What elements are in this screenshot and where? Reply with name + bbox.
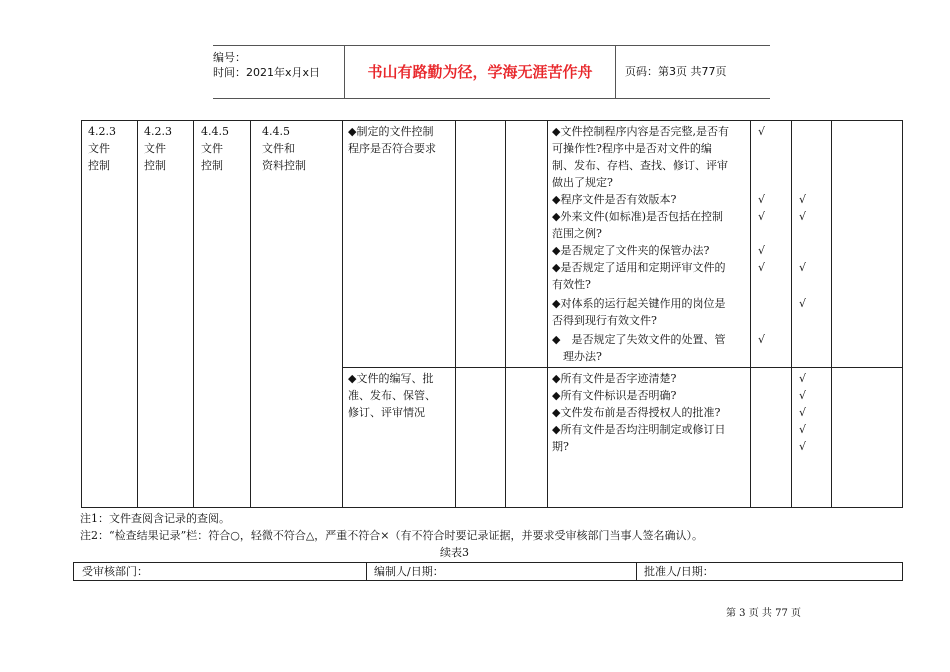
header-page-number: 页码：第3页 共77页 xyxy=(625,65,727,78)
grid-line xyxy=(342,121,343,507)
check-mark: √ xyxy=(799,389,807,402)
item-line: ◆外来文件(如标准)是否包括在控制 xyxy=(552,210,724,223)
topic-line: ◆制定的文件控制 xyxy=(348,125,434,138)
item-line: 理办法? xyxy=(552,350,602,363)
clause-name: 文件 xyxy=(201,142,223,155)
topic-line: 修订、评审情况 xyxy=(348,406,425,419)
grid-line xyxy=(455,121,456,507)
note-2: 注2：“检查结果记录”栏：符合○，轻微不符合△，严重不符合×（有不符合时要记录证据，并要求受审核部门当事人签名确认）。 xyxy=(80,529,704,542)
check-mark: √ xyxy=(799,193,807,206)
clause-code: 4.2.3 xyxy=(88,125,116,138)
grid-line xyxy=(193,121,194,507)
item-line: 有效性? xyxy=(552,278,591,291)
document-number-label: 编号： xyxy=(213,51,246,64)
row1-item-7 xyxy=(552,331,748,365)
header-motto: 书山有路勤为径，学海无涯苦作舟 xyxy=(344,46,616,98)
item-line: ◆是否规定了文件夹的保管办法? xyxy=(552,244,710,257)
row1-item-1 xyxy=(552,123,748,191)
clause-code: 4.2.3 xyxy=(144,125,172,138)
grid-line xyxy=(366,563,367,580)
clause-code: 4.4.5 xyxy=(201,125,229,138)
item-line: 制、发布、存档、查找、修订、评审 xyxy=(552,159,728,172)
grid-line xyxy=(505,121,506,507)
topic-line: ◆文件的编写、批 xyxy=(348,372,434,385)
audit-checklist-table xyxy=(81,120,903,508)
compiler-date-label: 编制人/日期： xyxy=(374,565,444,578)
page-header xyxy=(213,45,770,99)
clause-name: 资料控制 xyxy=(262,159,306,172)
clause-name: 控制 xyxy=(88,159,110,172)
check-mark: √ xyxy=(799,406,807,419)
topic-line: 程序是否符合要求 xyxy=(348,142,436,155)
check-mark: √ xyxy=(799,440,807,453)
row1-item-4 xyxy=(552,242,748,259)
continuation-label: 续表3 xyxy=(440,546,469,559)
item-line: ◆对体系的运行起关键作用的岗位是 xyxy=(552,297,726,310)
check-mark: √ xyxy=(758,261,766,274)
row1-item-5 xyxy=(552,259,748,293)
row1-topic xyxy=(348,123,453,157)
item-line: ◆ 是否规定了失效文件的处置、管 xyxy=(552,333,726,346)
check-mark: √ xyxy=(799,297,807,310)
item-line: ◆所有文件标识是否明确? xyxy=(552,389,677,402)
item-line: 期? xyxy=(552,440,569,453)
signature-table xyxy=(73,562,903,581)
item-line: 否得到现行有效文件? xyxy=(552,314,657,327)
row-separator xyxy=(342,367,902,368)
check-mark: √ xyxy=(758,210,766,223)
item-line: ◆所有文件是否均注明制定或修订日 xyxy=(552,423,726,436)
check-mark: √ xyxy=(758,244,766,257)
check-mark: √ xyxy=(758,193,766,206)
clause-col-2 xyxy=(144,123,192,174)
grid-line xyxy=(547,121,548,507)
clause-name: 控制 xyxy=(144,159,166,172)
check-mark: √ xyxy=(758,125,766,138)
item-line: ◆所有文件是否字迹清楚? xyxy=(552,372,677,385)
clause-name: 文件 xyxy=(144,142,166,155)
check-mark: √ xyxy=(799,261,807,274)
row2-item-1 xyxy=(552,370,748,387)
header-meta xyxy=(213,50,343,80)
clause-name: 文件 xyxy=(88,142,110,155)
topic-line: 准、发布、保管、 xyxy=(348,389,436,402)
grid-line xyxy=(636,563,637,580)
grid-line xyxy=(791,121,792,507)
item-line: ◆文件控制程序内容是否完整,是否有 xyxy=(552,125,729,138)
document-time-label: 时间：2021年x月x日 xyxy=(213,66,321,79)
clause-col-4 xyxy=(262,123,340,174)
item-line: 做出了规定? xyxy=(552,176,613,189)
clause-name: 文件和 xyxy=(262,142,295,155)
row2-item-4 xyxy=(552,421,748,455)
grid-line xyxy=(137,121,138,507)
check-mark: √ xyxy=(799,423,807,436)
audited-department-label: 受审核部门： xyxy=(82,565,148,578)
row1-item-2 xyxy=(552,191,748,208)
approver-date-label: 批准人/日期： xyxy=(644,565,714,578)
clause-col-1 xyxy=(88,123,136,174)
check-mark: √ xyxy=(758,333,766,346)
check-mark: √ xyxy=(799,210,807,223)
item-line: ◆程序文件是否有效版本? xyxy=(552,193,677,206)
clause-col-3 xyxy=(201,123,249,174)
item-line: 可操作性?程序中是否对文件的编 xyxy=(552,142,712,155)
row2-item-3 xyxy=(552,404,748,421)
row1-item-3 xyxy=(552,208,748,242)
grid-line xyxy=(831,121,832,507)
row1-item-6 xyxy=(552,295,748,329)
item-line: ◆文件发布前是否得授权人的批准? xyxy=(552,406,721,419)
footer-page-number: 第 3 页 共 77 页 xyxy=(726,608,801,619)
clause-name: 控制 xyxy=(201,159,223,172)
check-mark: √ xyxy=(799,372,807,385)
note-1: 注1：文件查阅含记录的查阅。 xyxy=(80,512,230,525)
clause-code: 4.4.5 xyxy=(262,125,290,138)
item-line: 范围之例? xyxy=(552,227,602,240)
grid-line xyxy=(750,121,751,507)
row2-topic xyxy=(348,370,453,421)
item-line: ◆是否规定了适用和定期评审文件的 xyxy=(552,261,726,274)
grid-line xyxy=(250,121,251,507)
row2-item-2 xyxy=(552,387,748,404)
